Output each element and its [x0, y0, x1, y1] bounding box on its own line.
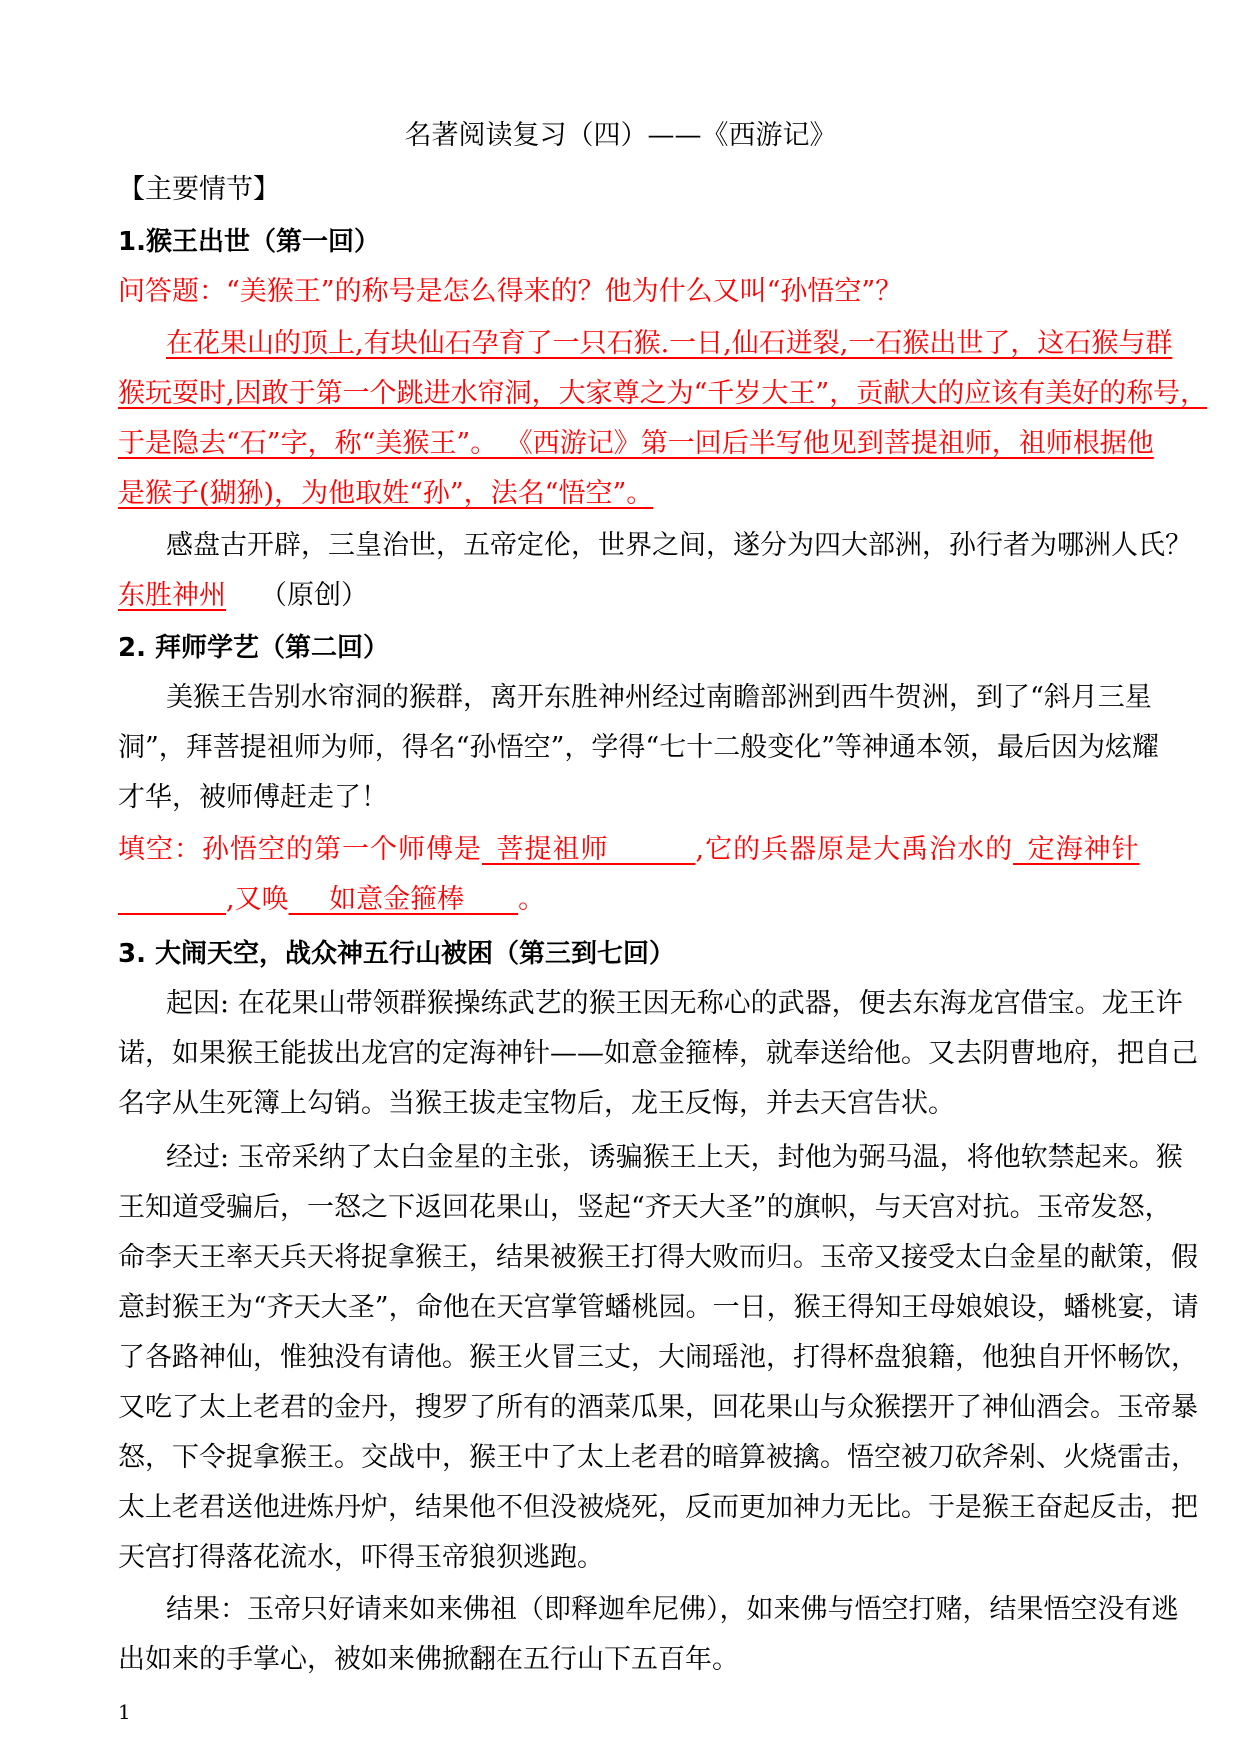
body-line: 结果：玉帝只好请来如来佛祖（即释迦牟尼佛），如来佛与悟空打赌，结果悟空没有逃	[166, 1594, 1179, 1625]
body-line: 才华，被师傅赶走了！	[118, 782, 388, 813]
blank-3-answer: 如意金箍棒	[329, 884, 465, 915]
blank-2	[1013, 834, 1140, 865]
fill-mid-2: ,又唤	[226, 884, 289, 915]
original-note: （原创）	[260, 580, 368, 611]
section-2-heading: 2. 拜师学艺（第二回）	[118, 633, 390, 663]
body-line: 出如来的手掌心，被如来佛掀翻在五行山下五百年。	[118, 1644, 739, 1675]
blank-1-trail: ______	[608, 834, 696, 865]
fill-end: 。	[518, 884, 546, 915]
body-line: 了各路神仙，惟独没有请他。猴王火冒三丈，大闹瑶池，打得杯盘狼籍，他独自开怀畅饮，	[118, 1342, 1198, 1373]
fill-prefix: 填空：孙悟空的第一个师傅是	[118, 834, 482, 865]
body-line: 王知道受骗后，一怒之下返回花果山，竖起“齐天大圣”的旗帜，与天宫对抗。玉帝发怒，	[118, 1192, 1172, 1223]
blank-2-lead: _	[1013, 834, 1028, 865]
body-line: 太上老君送他进炼丹炉，结果他不但没被烧死，反而更加神力无比。于是猴王奋起反击，把	[118, 1492, 1198, 1523]
blank-3	[289, 884, 519, 915]
body-line: 美猴王告别水帘洞的猴群，离开东胜神州经过南瞻部洲到西牛贺洲，到了“斜月三星	[166, 682, 1152, 713]
blank-2-answer: 定海神针	[1027, 834, 1140, 865]
section-1-heading: 1.猴王出世（第一回）	[118, 227, 380, 257]
answer-line: 猴玩耍时,因敢于第一个跳进水帘洞，大家尊之为“千岁大王”，贡献大的应该有美好的称号，	[118, 378, 1208, 409]
body-line: 命李天王率天兵天将捉拿猴王，结果被猴王打得大败而归。玉帝又接受太白金星的献策，假	[118, 1242, 1198, 1273]
page-number: 1	[118, 1700, 131, 1724]
section-3-heading: 3. 大闹天空，战众神五行山被困（第三到七回）	[118, 939, 676, 969]
body-line: 意封猴王为“齐天大圣”，命他在天宫掌管蟠桃园。一日，猴王得知王母娘娘设，蟠桃宴，请	[118, 1292, 1199, 1323]
body-line: 天宫打得落花流水，吓得玉帝狼狈逃跑。	[118, 1542, 604, 1573]
section-header: 【主要情节】	[118, 174, 280, 205]
blank-3-lead: ___	[288, 884, 330, 915]
body-line: 诺，如果猴王能拔出龙宫的定海神针——如意金箍棒，就奉送给他。又去阴曹地府，把自己	[118, 1038, 1198, 1069]
blank-2-trail: ________	[118, 884, 226, 915]
answer-line: 在花果山的顶上,有块仙石孕育了一只石猴.一日,仙石迸裂,一石猴出世了，这石猴与群	[166, 328, 1173, 359]
fill-in-line-2	[118, 880, 545, 920]
body-line: 又吃了太上老君的金丹，搜罗了所有的酒菜瓜果，回花果山与众猴摆开了神仙酒会。玉帝暴	[118, 1392, 1198, 1423]
answer-dongsheng: 东胜神州	[118, 580, 226, 611]
answer-line: 于是隐去“石”字，称“美猴王”。 《西游记》第一回后半写他见到菩提祖师，祖师根据他	[118, 428, 1154, 459]
answer-line	[118, 576, 368, 616]
body-line: 怒，下令捉拿猴王。交战中，猴王中了太上老君的暗算被擒。悟空被刀砍斧剁、火烧雷击，	[118, 1442, 1198, 1473]
page-title: 名著阅读复习（四）——《西游记》	[404, 120, 837, 151]
section-1-question: 问答题：“美猴王”的称号是怎么得来的？他为什么又叫“孙悟空”？	[118, 276, 903, 307]
blank-1	[482, 834, 696, 865]
blank-3-trail: ____	[464, 884, 519, 915]
body-line: 起因: 在花果山带领群猴操练武艺的猴王因无称心的武器，便去东海龙宫借宝。龙王许	[166, 988, 1183, 1019]
body-line: 名字从生死簿上勾销。当猴王拔走宝物后，龙王反悔，并去天宫告状。	[118, 1088, 955, 1119]
body-line: 经过: 玉帝采纳了太白金星的主张，诱骗猴王上天，封他为弼马温，将他软禁起来。猴	[166, 1142, 1183, 1173]
blank-1-lead: _	[482, 834, 497, 865]
fill-mid: ,它的兵器原是大禹治水的	[695, 834, 1014, 865]
body-line: 洞”，拜菩提祖师为师，得名“孙悟空”，学得“七十二般变化”等神通本领，最后因为炫耀	[118, 732, 1160, 763]
blank-1-answer: 菩提祖师	[496, 834, 609, 865]
answer-line: 是猴子(猢狲)，为他取姓“孙”，法名“悟空”。	[118, 478, 654, 509]
fill-in-line-1	[118, 830, 1140, 870]
question-line: 感盘古开辟，三皇治世，五帝定伦，世界之间，遂分为四大部洲，孙行者为哪洲人氏？	[166, 530, 1192, 561]
